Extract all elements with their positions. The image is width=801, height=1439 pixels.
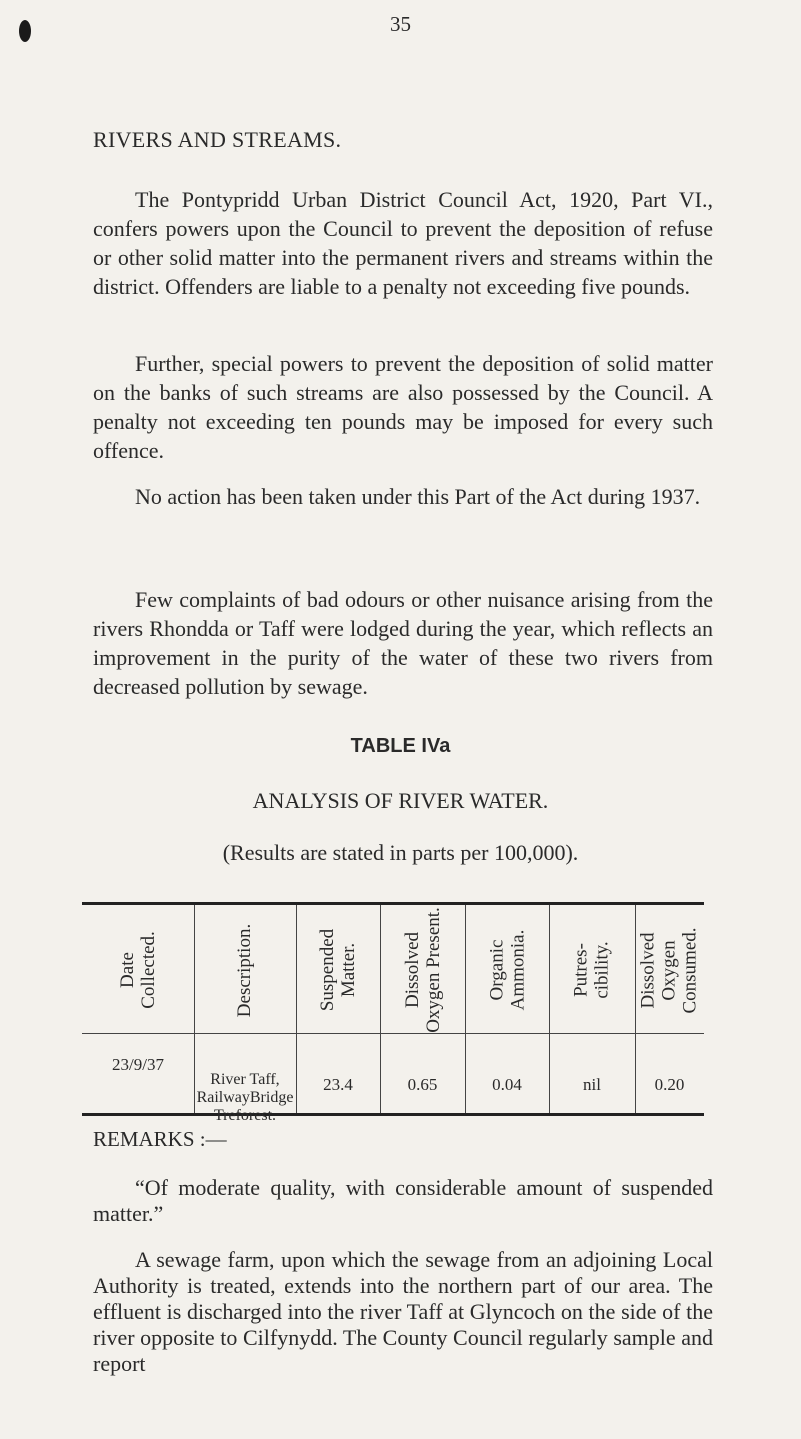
cell-dissolved-oxygen-present: 0.65 [407,1075,438,1094]
section-heading: RIVERS AND STREAMS. [93,127,342,152]
cell-oxygen-consumed: 0.20 [654,1075,685,1094]
paragraph-special-powers: Further, special powers to prevent the deposition of solid matter on the banks of such streams are also possessed by the Council. A penalty not exceeding ten pounds may be imposed for every such offence. [93,351,713,463]
page-number: 35 [390,12,411,36]
paragraph-no-action: No action has been taken under this Part of the Act during 1937. [135,484,701,509]
header-suspended-matter: Suspended Matter. [316,928,359,1012]
paragraph-act-powers: The Pontypridd Urban District Council Act, 1920, Part VI., confers powers upon the Council to prevent the deposition of refuse or other solid matter into the permanent rivers and streams within the district. Offenders are liable to a penalty not exceeding five pounds. [93,187,713,299]
river-water-analysis-table [82,902,704,1124]
header-putrescibility: Putres- cibility. [571,941,613,999]
header-date-collected: Date Collected. [117,931,159,1009]
remarks-heading: REMARKS :— [93,1127,227,1151]
cell-description: River Taff, RailwayBridge Treforest. [196,1071,294,1124]
table-subtitle: ANALYSIS OF RIVER WATER. [252,788,549,813]
header-dissolved-oxygen-present: Dissolved Oxygen Present. [401,907,444,1033]
remarks-quote: “Of moderate quality, with considerable amount of suspended matter.” [93,1175,713,1226]
header-divider [82,1033,704,1034]
paragraph-sewage-farm: A sewage farm, upon which the sewage from an adjoining Local Authority is treated, extends into the northern part of our area. The effluent is discharged into the river Taff at Glyncoch on the side of the river opposite to Cilfynydd. The County Council regularly sample and report [93,1247,713,1376]
header-dissolved-oxygen-consumed: Dissolved Oxygen Consumed. [638,926,701,1014]
table-units-note: (Results are stated in parts per 100,000). [222,840,579,865]
cell-putrescibility: nil [583,1075,601,1094]
cell-suspended-matter: 23.4 [323,1075,353,1094]
header-description: Description. [234,923,256,1017]
cell-organic-ammonia: 0.04 [492,1075,522,1094]
table-title: TABLE IVa [350,735,451,757]
paragraph-complaints: Few complaints of bad odours or other nuisance arising from the rivers Rhondda or Taff were lodged during the year, which reflects an improvement in the purity of the water of these two rivers from decreased pollution by sewage. [93,587,713,699]
header-organic-ammonia: Organic Ammonia. [486,929,528,1011]
cell-date: 23/9/37 [112,1055,164,1074]
